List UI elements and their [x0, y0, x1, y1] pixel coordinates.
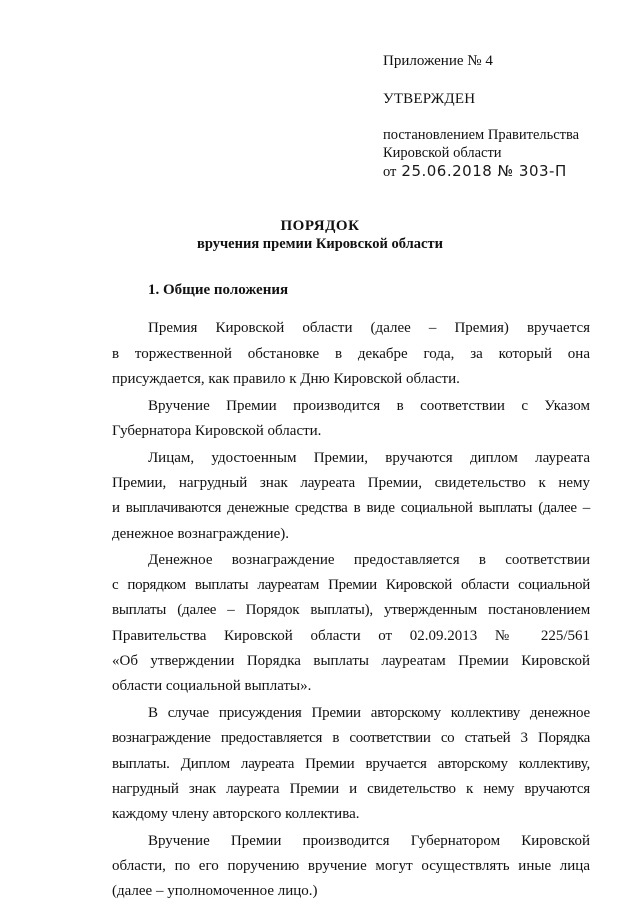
text-line: области, по его поручению вручение могут осуществлять иные лица — [112, 858, 590, 874]
decree-reference — [383, 126, 633, 181]
text-line: нагрудный знак лауреата Премии и свидетельство к нему вручаются — [112, 781, 590, 797]
text-line: денежное вознаграждение). — [112, 526, 289, 542]
text-line: вознаграждение предоставляется в соответствии со статьей 3 Порядка — [112, 730, 590, 746]
text-line: «Об утверждении Порядка выплаты лауреатам Премии Кировской — [112, 653, 590, 669]
text-line: В случае присуждения Премии авторскому коллективу денежное — [148, 705, 590, 721]
text-line: Губернатора Кировской области. — [112, 423, 322, 439]
appendix-number: Приложение № 4 — [383, 53, 493, 69]
text-line: Лицам, удостоенным Премии, вручаются диплом лауреата — [148, 450, 590, 466]
text-line: Премии, нагрудный знак лауреата Премии, свидетельство к нему — [112, 475, 590, 491]
decree-date-line — [383, 162, 633, 181]
text-line: Правительства Кировской области от 02.09.2013 № 225/561 — [112, 628, 590, 644]
text-line: с порядком выплаты лауреатам Премии Кировской области социальной — [112, 577, 590, 593]
handwritten-date-number: 25.06.2018 № 303-П — [401, 162, 567, 180]
approved-label: УТВЕРЖДЕН — [383, 91, 476, 107]
text-line: и выплачиваются денежные средства в виде социальной выплаты (далее – — [112, 500, 590, 516]
text-line: Вручение Премии производится Губернатором Кировской — [148, 833, 590, 849]
approval-header — [383, 52, 633, 181]
text-line: выплаты. Диплом лауреата Премии вручается авторскому коллективу, — [112, 756, 590, 772]
document-title: ПОРЯДОК — [280, 218, 360, 234]
text-line: выплаты (далее – Порядок выплаты), утвержденным постановлением — [112, 602, 590, 618]
text-line: Вручение Премии производится в соответствии с Указом — [148, 398, 590, 414]
text-line: каждому члену авторского коллектива. — [112, 806, 360, 822]
text-line: присуждается, как правило к Дню Кировской области. — [112, 371, 460, 387]
document-subtitle: вручения премии Кировской области — [197, 236, 443, 252]
date-prefix: от — [383, 164, 397, 180]
text-line: области социальной выплаты». — [112, 678, 312, 694]
text-line: в торжественной обстановке в декабре года, за который она — [112, 346, 590, 362]
section-heading: 1. Общие положения — [148, 282, 289, 298]
decree-line-1: постановлением Правительства — [383, 127, 580, 143]
text-line: Премия Кировской области (далее – Премия) вручается — [148, 320, 590, 336]
decree-line-2: Кировской области — [383, 145, 502, 161]
text-line: Денежное вознаграждение предоставляется в соответствии — [148, 552, 590, 568]
text-line: (далее – уполномоченное лицо.) — [112, 883, 318, 899]
